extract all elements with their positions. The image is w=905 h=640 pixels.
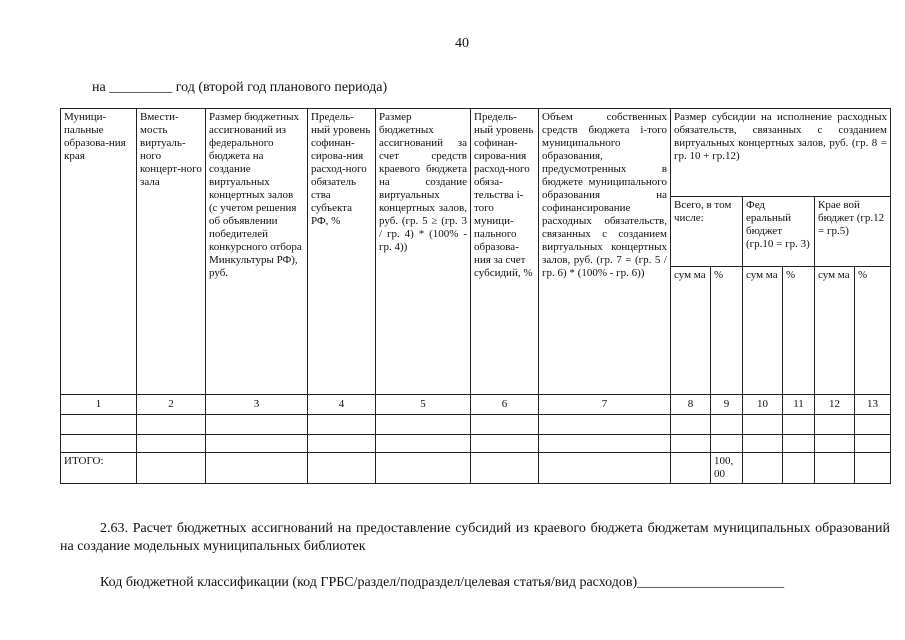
- col-num-8: 8: [671, 395, 711, 415]
- header-total: Всего, в том числе:: [671, 197, 743, 267]
- total-pct-value: 100, 00: [711, 453, 743, 484]
- header-pct-federal: %: [783, 267, 815, 395]
- header-sum-regional: сум ма: [815, 267, 855, 395]
- col-num-12: 12: [815, 395, 855, 415]
- header-capacity: Вмести-мость виртуаль-ного концерт-ного зала: [137, 109, 206, 395]
- col-num-5: 5: [376, 395, 471, 415]
- page-number: 40: [455, 36, 469, 51]
- header-cofinancing-limit-municipal: Предель-ный уровень софинан-сирова-ния расход-ного обяза-тельства i-того муници-пального образова-ния за счет субсидий, %: [471, 109, 539, 395]
- header-federal-budget: Размер бюджетных ассигнований из федерального бюджета на создание виртуальных концертных залов (с учетом решения об объявлении победителей конкурсного отбора Минкультуры РФ), руб.: [206, 109, 308, 395]
- header-sum-federal: сум ма: [743, 267, 783, 395]
- col-num-4: 4: [308, 395, 376, 415]
- total-row: [61, 453, 891, 484]
- col-num-2: 2: [137, 395, 206, 415]
- col-num-6: 6: [471, 395, 539, 415]
- col-num-1: 1: [61, 395, 137, 415]
- table-row: [61, 435, 891, 453]
- header-pct-total: %: [711, 267, 743, 395]
- col-num-9: 9: [711, 395, 743, 415]
- col-num-7: 7: [539, 395, 671, 415]
- table-row: [61, 415, 891, 435]
- col-num-13: 13: [855, 395, 891, 415]
- header-pct-regional: %: [855, 267, 891, 395]
- col-num-11: 11: [783, 395, 815, 415]
- header-federal: Фед еральный бюджет (гр.10 = гр. 3): [743, 197, 815, 267]
- header-municipalities: Муници-пальные образова-ния края: [61, 109, 137, 395]
- table-heading: на _________ год (второй год планового периода): [92, 80, 388, 95]
- col-num-10: 10: [743, 395, 783, 415]
- section-paragraph: 2.63. Расчет бюджетных ассигнований на предоставление субсидий из краевого бюджета бюджетам муниципальных образований на создание модельных муниципальных библиотек: [60, 521, 890, 554]
- total-label: ИТОГО:: [61, 453, 137, 484]
- header-regional-budget: Размер бюджетных ассигнований за счет средств краевого бюджета на создание виртуальных концертных залов, руб. (гр. 5 ≥ (гр. 3 / гр. 4) * (100% - гр. 4)): [376, 109, 471, 395]
- header-subsidy-group: Размер субсидии на исполнение расходных обязательств, связанных с созданием виртуальных концертных залов, руб. (гр. 8 = гр. 10 + гр.12): [671, 109, 891, 197]
- budget-classification-code-line: Код бюджетной классификации (код ГРБС/раздел/подраздел/целевая статья/вид расходов)_____________________: [100, 575, 785, 590]
- col-num-3: 3: [206, 395, 308, 415]
- subsidy-table: [60, 108, 891, 484]
- header-regional: Крае вой бюджет (гр.12 = гр.5): [815, 197, 891, 267]
- header-own-funds: Объем собственных средств бюджета i-того муниципального образования, предусмотренных в бюджете муниципального образования на софинансирование расходных обязательств, связанных с созданием виртуальных концертных залов, руб. (гр. 7 = (гр. 5 / гр. 6) * (100% - гр. 6)): [539, 109, 671, 395]
- header-cofinancing-limit-subject: Предель-ный уровень софинан-сирова-ния расход-ного обязатель ства субъекта РФ, %: [308, 109, 376, 395]
- header-sum-total: сум ма: [671, 267, 711, 395]
- column-numbers-row: [61, 395, 891, 415]
